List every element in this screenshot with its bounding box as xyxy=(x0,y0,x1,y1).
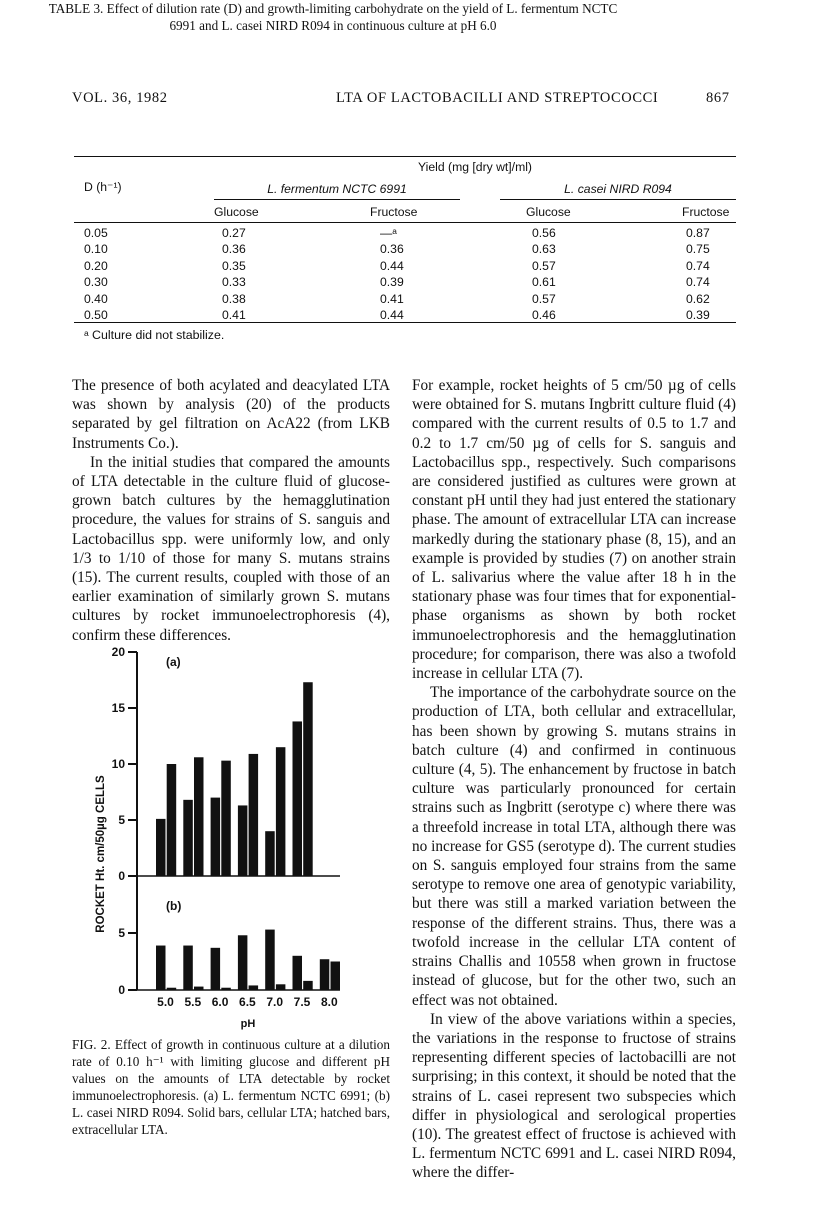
table3-group-casei: L. casei NIRD R094 xyxy=(564,182,672,196)
group1-rule xyxy=(214,199,460,200)
bar-cellular-a xyxy=(276,747,286,876)
table-cell: 0.56 xyxy=(532,226,556,240)
bar-cellular-a xyxy=(167,764,177,876)
table3-subhead-fructose-2: Fructose xyxy=(682,205,730,219)
table-cell: 0.35 xyxy=(222,258,246,273)
table-cell: 0.61 xyxy=(532,275,556,290)
y-tick-label: 10 xyxy=(111,757,125,771)
table3-body xyxy=(74,226,736,324)
right-paragraph-1: For example, rocket heights of 5 cm/50 µg of cells were obtained for S. mutans Ingbritt culture fluid (4) compared with the current results of 0.5 to 1.7 and 0.2 to 1.7 cm/50 µg of cells for S. sanguis and Lactobacillus spp., respectively. Such comparisons are considered justified as cultures were grown at constant pH until they had just entered the stationary phase. The amount of extracellular LTA can increase markedly during the stationary phase (8, 15), and an example is provided by studies (7) on another strain of L. salivarius where the value after 18 h in the stationary phase was four times that for exponential-phase organisms as shown by both rocket immunoelectrophoresis and the hemagglutination procedure; for comparison, there was also a twofold increase in cellular LTA (7). xyxy=(412,377,736,683)
bar-extracellular-a xyxy=(183,800,193,876)
bar-extracellular-b xyxy=(276,984,286,990)
table-header-rule xyxy=(74,222,736,223)
table-cell: 0.63 xyxy=(532,242,556,257)
table-top-rule xyxy=(74,156,736,157)
panel-a-label: (a) xyxy=(166,655,181,669)
table-cell: 0.57 xyxy=(532,258,556,273)
right-paragraph-2: The importance of the carbohydrate source on the production of LTA, both cellular and extracellular, has been shown by growing S. mutans strains in batch culture (4) and confirmed in continuous culture (4, 5). The enhancement by fructose in batch culture was particularly pronounced for certain strains such as Ingbritt (serotype c) where there was a threefold increase in total LTA, although there was no increase for GS5 (serotype d). The current studies on S. sanguis employed four strains from the same serotype to remove one area of genotypic variability, but there was still a marked variation between the response of the different strains. Thus, there was a twofold increase in the cellular LTA content of strains Challis and 10558 when grown in fructose instead of glucose, but for the other two, such an effect was not obtained. xyxy=(412,684,736,1009)
bar-extracellular-b xyxy=(303,981,313,990)
bar-cellular-a xyxy=(303,682,313,876)
table-cell: 0.27 xyxy=(222,226,246,240)
table3-group-fermentum: L. fermentum NCTC 6991 xyxy=(267,182,407,196)
table-cell: 0.57 xyxy=(532,291,556,306)
table-cell: 0.40 xyxy=(84,291,108,306)
table3-footnote: ᵃ Culture did not stabilize. xyxy=(84,328,225,342)
bar-extracellular-a xyxy=(293,721,303,876)
table3-subhead-glucose-1: Glucose xyxy=(214,205,259,219)
bar-extracellular-a xyxy=(265,831,275,876)
table-cell: 0.87 xyxy=(686,226,710,240)
table-cell: 0.41 xyxy=(380,291,404,306)
figure-2-bar-chart xyxy=(90,640,380,1030)
bar-cellular-b xyxy=(183,946,193,990)
table-cell: 0.44 xyxy=(380,307,404,322)
table-cell: 0.62 xyxy=(686,291,710,306)
table3-caption-line2: 6991 and L. casei NIRD R094 in continuous culture at pH 6.0 xyxy=(169,18,497,33)
table-cell: 0.44 xyxy=(380,258,404,273)
y-tick-label: 15 xyxy=(111,701,125,715)
table-cell: 0.30 xyxy=(84,275,108,290)
bar-cellular-b xyxy=(156,946,166,990)
table-cell: 0.41 xyxy=(222,307,246,322)
y-axis-label: ROCKET Ht. cm/50µg CELLS xyxy=(95,775,107,933)
table3-subhead-fructose-1: Fructose xyxy=(370,205,418,219)
bar-extracellular-b xyxy=(331,962,341,991)
bar-extracellular-a xyxy=(211,798,221,876)
bar-cellular-b xyxy=(265,930,275,990)
running-header-title: LTA OF LACTOBACILLI AND STREPTOCOCCI xyxy=(336,90,659,106)
table3-yield-header: Yield (mg [dry wt]/ml) xyxy=(418,160,532,174)
table-cell: —ᵃ xyxy=(380,226,397,240)
table-cell: 0.74 xyxy=(686,275,710,290)
left-column xyxy=(72,376,390,645)
table-row xyxy=(74,275,736,291)
y-tick-label: 5 xyxy=(118,926,125,940)
figure-2-caption: FIG. 2. Effect of growth in continuous culture at a dilution rate of 0.10 h⁻¹ with limiting glucose and different pH values on the amounts of LTA detectable by rocket immunoelectrophoresis. (a) L. fermentum NCTC 6991; (b) L. casei NIRD R094. Solid bars, cellular LTA; hatched bars, extracellular LTA. xyxy=(72,1037,390,1137)
table-row xyxy=(74,292,736,308)
bar-cellular-b xyxy=(211,948,221,990)
table3-row-header: D (h⁻¹) xyxy=(84,180,122,194)
table-row xyxy=(74,242,736,258)
table3-subhead-glucose-2: Glucose xyxy=(526,205,571,219)
table-cell: 0.20 xyxy=(84,258,108,273)
y-tick-label: 5 xyxy=(118,813,125,827)
table-cell: 0.10 xyxy=(84,242,108,257)
table-cell: 0.36 xyxy=(380,242,404,257)
table-cell: 0.33 xyxy=(222,275,246,290)
x-tick-label: 7.5 xyxy=(293,995,311,1009)
bar-cellular-b xyxy=(238,935,248,990)
table-cell: 0.38 xyxy=(222,291,246,306)
x-tick-label: 6.5 xyxy=(239,995,256,1009)
bar-cellular-b xyxy=(293,956,303,990)
x-tick-label: 5.0 xyxy=(157,995,174,1009)
table-row xyxy=(74,308,736,324)
x-axis-label: pH xyxy=(240,1018,256,1030)
page-number: 867 xyxy=(706,90,730,106)
table-cell: 0.05 xyxy=(84,226,108,240)
group2-rule xyxy=(500,199,736,200)
left-paragraph-1: The presence of both acylated and deacylated LTA was shown by analysis (20) of the products separated by gel filtration on AcA22 (from LKB Instruments Co.). xyxy=(72,377,390,452)
table-cell: 0.39 xyxy=(380,275,404,290)
table3-caption-line1: TABLE 3. Effect of dilution rate (D) and growth-limiting carbohydrate on the yield of L. fermentum NCTC xyxy=(48,1,618,16)
y-tick-label: 20 xyxy=(111,645,125,659)
bar-extracellular-a xyxy=(156,819,166,876)
right-column xyxy=(412,376,736,1183)
running-header-volume: VOL. 36, 1982 xyxy=(72,90,168,106)
table-row xyxy=(74,259,736,275)
x-tick-label: 8.0 xyxy=(320,995,338,1009)
bar-extracellular-a xyxy=(238,805,248,876)
table-cell: 0.36 xyxy=(222,242,246,257)
bar-extracellular-b xyxy=(249,985,259,990)
y-tick-label: 0 xyxy=(118,983,125,997)
table-cell: 0.75 xyxy=(686,242,710,257)
table-row xyxy=(74,226,736,242)
left-paragraph-2: In the initial studies that compared the amounts of LTA detectable in the culture fluid of glucose-grown batch cultures by the hemagglutination procedure, the values for strains of S. sanguis and Lactobacillus spp. were uniformly low, and only 1/3 to 1/10 of those for many S. mutans strains (15). The current results, coupled with those of an earlier examination of similarly grown S. mutans cultures by rocket immunoelectrophoresis (4), confirm these differences. xyxy=(72,453,390,644)
x-tick-label: 6.0 xyxy=(211,995,229,1009)
bar-extracellular-b xyxy=(221,988,231,990)
table-cell: 0.74 xyxy=(686,258,710,273)
table-cell: 0.50 xyxy=(84,307,108,322)
bar-cellular-a xyxy=(221,761,231,876)
bar-cellular-b xyxy=(320,959,330,990)
panel-b-label: (b) xyxy=(166,899,182,913)
table-cell: 0.46 xyxy=(532,307,556,322)
bar-cellular-a xyxy=(194,757,204,876)
bar-extracellular-b xyxy=(167,988,177,990)
bar-extracellular-b xyxy=(194,987,204,990)
bar-cellular-a xyxy=(249,754,259,876)
y-tick-label: 0 xyxy=(118,869,125,883)
table3-caption xyxy=(0,0,666,34)
x-tick-label: 7.0 xyxy=(266,995,284,1009)
right-paragraph-3: In view of the above variations within a species, the variations in the response to fructose of strains representing different species of lactobacilli are not surprising; in this context, it should be noted that the strains of L. casei represent two subspecies which differ in physiological and serological properties (10). The greatest effect of fructose is achieved with L. fermentum NCTC 6991 and L. casei NIRD R094, where the differ- xyxy=(412,1010,736,1182)
table-cell: 0.39 xyxy=(686,307,710,322)
x-tick-label: 5.5 xyxy=(184,995,202,1009)
